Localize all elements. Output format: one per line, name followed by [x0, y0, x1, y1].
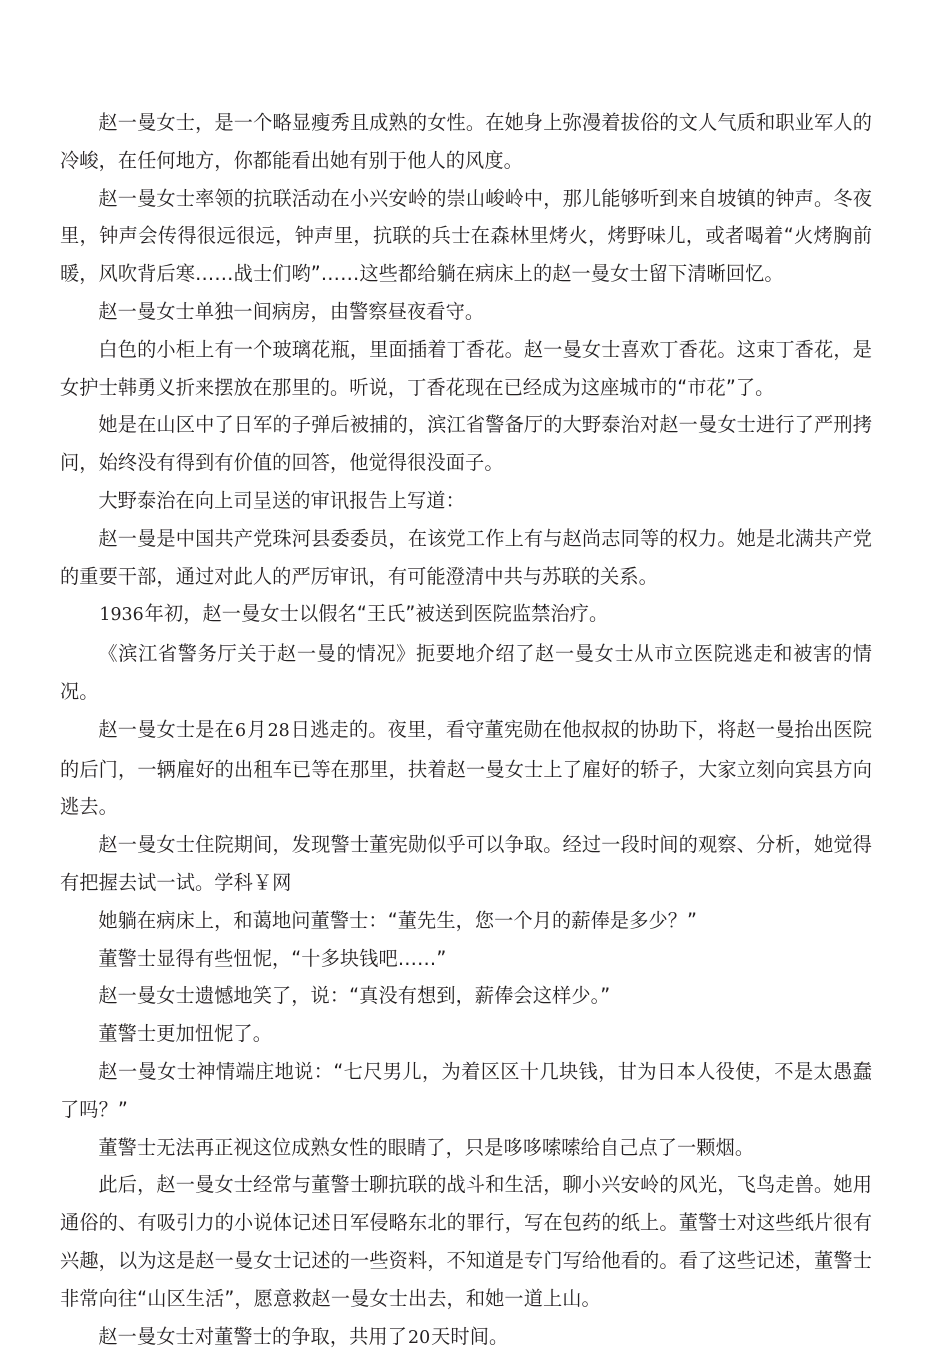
paragraph: 白色的小柜上有一个玻璃花瓶，里面插着丁香花。赵一曼女士喜欢丁香花。这束丁香花，是女护士韩勇义折来摆放在那里的。听说，丁香花现在已经成为这座城市的“市花”了。	[60, 331, 872, 407]
paragraph: 赵一曼女士对董警士的争取，共用了20天时间。	[60, 1318, 872, 1357]
paragraph: 赵一曼女士遗憾地笑了，说：“真没有想到，薪俸会这样少。”	[60, 977, 872, 1015]
inline-number: 6	[234, 721, 247, 741]
paragraph: 1936年初，赵一曼女士以假名“王氏”被送到医院监禁治疗。	[60, 595, 872, 635]
inline-number: 20	[407, 1328, 431, 1348]
paragraph: 董警士无法再正视这位成熟女性的眼睛了，只是哆哆嗦嗦给自己点了一颗烟。	[60, 1129, 872, 1167]
inline-number: 1936	[98, 605, 144, 625]
paragraph: 董警士更加忸怩了。	[60, 1015, 872, 1053]
paragraph: 大野泰治在向上司呈送的审讯报告上写道：	[60, 482, 872, 520]
paragraph: 赵一曼女士率领的抗联活动在小兴安岭的崇山峻岭中，那儿能够听到来自坡镇的钟声。冬夜里，钟声会传得很远很远，钟声里，抗联的兵士在森林里烤火，烤野味儿，或者喝着“火烤胸前暖，风吹背后寒……战士们哟”……这些都给躺在病床上的赵一曼女士留下清晰回忆。	[60, 180, 872, 293]
paragraph: 赵一曼女士单独一间病房，由警察昼夜看守。	[60, 293, 872, 331]
document-body	[60, 104, 872, 1357]
paragraph: 董警士显得有些忸怩，“十多块钱吧……”	[60, 940, 872, 978]
paragraph: 她躺在病床上，和蔼地问董警士：“董先生，您一个月的薪俸是多少？”	[60, 902, 872, 940]
paragraph: 赵一曼女士神情端庄地说：“七尺男儿，为着区区十几块钱，甘为日本人役使，不是太愚蠢了吗？”	[60, 1053, 872, 1129]
paragraph: 她是在山区中了日军的子弹后被捕的，滨江省警备厅的大野泰治对赵一曼女士进行了严刑拷问，始终没有得到有价值的回答，他觉得很没面子。	[60, 406, 872, 482]
paragraph: 此后，赵一曼女士经常与董警士聊抗联的战斗和生活，聊小兴安岭的风光，飞鸟走兽。她用通俗的、有吸引力的小说体记述日军侵略东北的罪行，写在包药的纸上。董警士对这些纸片很有兴趣，以为这是赵一曼女士记述的一些资料，不知道是专门写给他看的。看了这些记述，董警士非常向往“山区生活”，愿意救赵一曼女士出去，和她一道上山。	[60, 1166, 872, 1317]
inline-number: 28	[267, 721, 291, 741]
paragraph: 赵一曼女士，是一个略显瘦秀且成熟的女性。在她身上弥漫着拔俗的文人气质和职业军人的冷峻，在任何地方，你都能看出她有别于他人的风度。	[60, 104, 872, 180]
paragraph: 赵一曼是中国共产党珠河县委委员，在该党工作上有与赵尚志同等的权力。她是北满共产党的重要干部，通过对此人的严厉审讯，有可能澄清中共与苏联的关系。	[60, 520, 872, 596]
paragraph: 《滨江省警务厅关于赵一曼的情况》扼要地介绍了赵一曼女士从市立医院逃走和被害的情况。	[60, 635, 872, 711]
paragraph: 赵一曼女士是在6月28日逃走的。夜里，看守董宪勋在他叔叔的协助下，将赵一曼抬出医院的后门，一辆雇好的出租车已等在那里，扶着赵一曼女士上了雇好的轿子，大家立刻向宾县方向逃去。	[60, 711, 872, 826]
paragraph: 赵一曼女士住院期间，发现警士董宪勋似乎可以争取。经过一段时间的观察、分析，她觉得有把握去试一试。学科￥网	[60, 826, 872, 902]
